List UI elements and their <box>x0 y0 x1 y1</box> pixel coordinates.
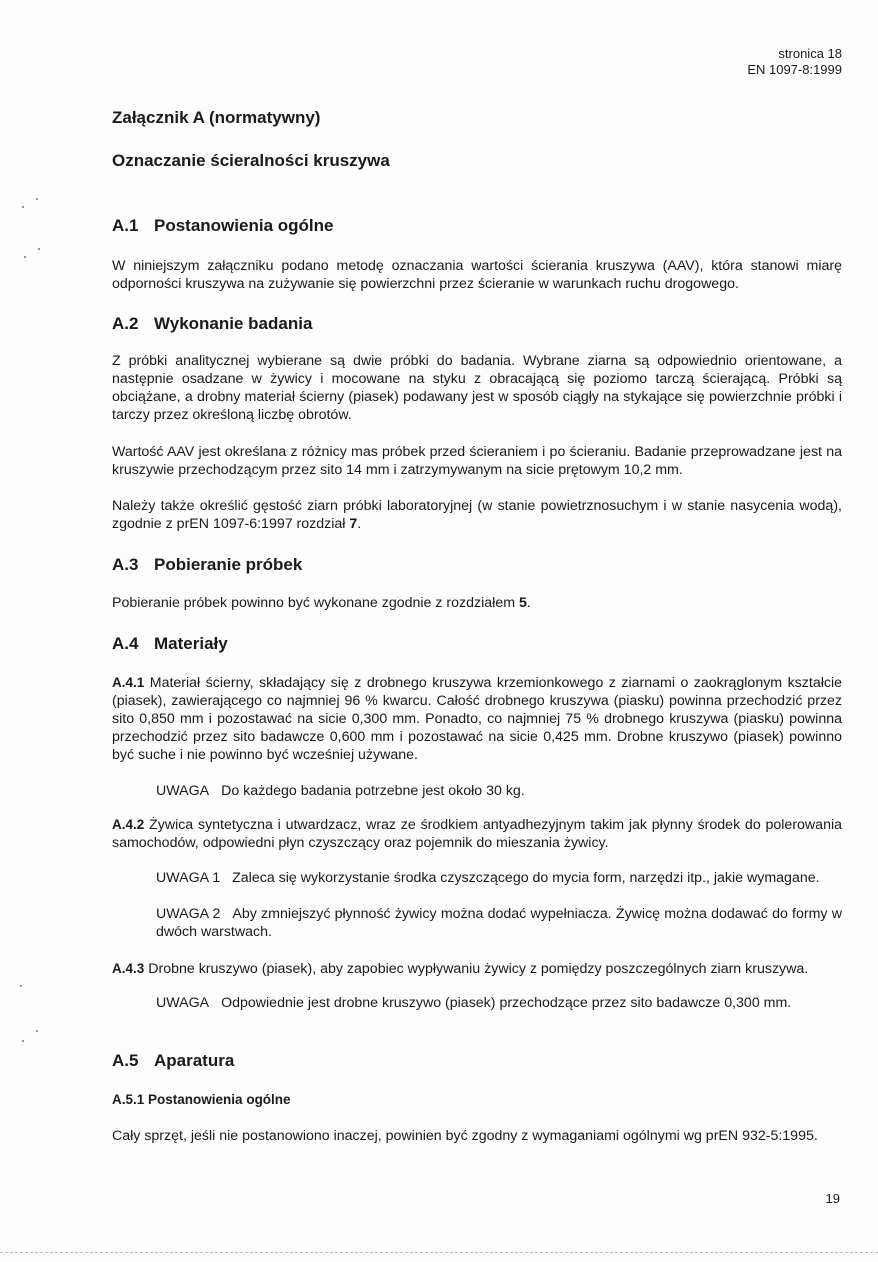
chapter-reference: 7 <box>349 516 358 532</box>
clause-a41-note <box>156 782 842 800</box>
note-text: Do każdego badania potrzebne jest około 30 kg. <box>221 783 525 799</box>
scan-edge-line <box>0 1252 878 1253</box>
scan-speck <box>24 256 26 258</box>
section-number: A.5 <box>112 1051 139 1070</box>
paragraph-end: . <box>526 595 531 611</box>
section-number: A.2 <box>112 314 139 333</box>
section-number: A.3 <box>112 555 139 574</box>
section-title: Aparatura <box>154 1051 235 1070</box>
clause-a42-note-2 <box>156 905 842 941</box>
paragraph-end: . <box>357 516 362 532</box>
section-a2-paragraph-2: Wartość AAV jest określana z różnicy mas próbek przed ścieraniem i po ścieraniu. Badanie przeprowadzane jest na kruszywie przechodzącym przez sito 14 mm i zatrzymywanym na sicie prętowym 10,2 mm. <box>112 444 842 478</box>
section-number: A.1 <box>112 216 139 235</box>
scan-speck <box>22 1040 24 1042</box>
scan-speck <box>36 198 38 200</box>
section-a1-heading <box>112 216 333 236</box>
note-text: Zaleca się wykorzystanie środka czyszczącego do mycia form, narzędzi itp., jakie wymagane. <box>232 870 820 886</box>
note-label: UWAGA 1 <box>156 870 221 886</box>
note-label: UWAGA <box>156 995 210 1011</box>
clause-text: Materiał ścierny, składający się z drobnego kruszywa krzemionkowego z ziarnami o zaokrąglonym kształcie (piasek), zawierającego co najmniej 96 % kwarcu. Całość drobnego kruszywa (piasku) powinna przechodzić przez sito 0,850 mm i pozostawać na sicie 0,300 mm. Ponadto, co najmniej 75 % drobnego kruszywa (piasku) powinna przechodzić przez sito badawcze 0,600 mm i pozostawać na sicie 0,425 mm. Drobne kruszywo (piasek) powinno być suche i nie powinno być wcześniej używane. <box>112 675 842 763</box>
page-number: 19 <box>825 1191 840 1206</box>
scan-speck <box>36 1030 38 1032</box>
clause-a41 <box>112 674 842 764</box>
clause-number: A.4.3 <box>112 961 145 976</box>
section-a4-heading <box>112 634 228 654</box>
section-title: Materiały <box>154 634 228 653</box>
section-a2-paragraph-3 <box>112 497 842 533</box>
header-standard: EN 1097-8:1999 <box>747 62 842 77</box>
scan-speck <box>22 206 24 208</box>
clause-number: A.4.2 <box>112 817 145 832</box>
clause-a43 <box>112 960 842 978</box>
scan-speck <box>20 985 22 987</box>
page-header <box>747 46 842 78</box>
section-a3-heading <box>112 555 302 575</box>
section-a2-heading <box>112 314 312 334</box>
paragraph-text: Pobieranie próbek powinno być wykonane zgodnie z rozdziałem <box>112 595 519 611</box>
paragraph-text: Należy także określić gęstość ziarn próbki laboratoryjnej (w stanie powietrznosuchym i w stanie nasycenia wodą), zgodnie z prEN 1097-6:1997 rozdział <box>112 498 842 532</box>
header-page-label: stronica 18 <box>778 46 842 61</box>
annex-title: Załącznik A (normatywny) <box>112 108 321 127</box>
section-title: Pobieranie próbek <box>154 555 303 574</box>
subsection-a51-heading <box>112 1092 291 1107</box>
section-a1-paragraph: W niniejszym załączniku podano metodę oznaczania wartości ścierania kruszywa (AAV), która stanowi miarę odporności kruszywa na zużywanie się powierzchni przez ścieranie w warunkach ruchu drogowego. <box>112 258 842 292</box>
clause-number: A.4.1 <box>112 675 145 690</box>
scan-speck <box>38 248 40 250</box>
clause-text: Drobne kruszywo (piasek), aby zapobiec wypływaniu żywicy z pomiędzy poszczególnych ziarn kruszywa. <box>144 961 809 977</box>
subsection-title: Postanowienia ogólne <box>148 1092 291 1107</box>
note-label: UWAGA 2 <box>156 906 221 922</box>
note-text: Odpowiednie jest drobne kruszywo (piasek) przechodzące przez sito badawcze 0,300 mm. <box>221 995 792 1011</box>
clause-a42 <box>112 816 842 852</box>
clause-a43-note <box>156 994 842 1012</box>
section-number: A.4 <box>112 634 139 653</box>
section-a5-heading <box>112 1051 234 1071</box>
note-text: Aby zmniejszyć płynność żywicy można dodać wypełniacza. Żywicę można dodawać do formy w dwóch warstwach. <box>156 906 842 940</box>
section-title: Postanowienia ogólne <box>154 216 334 235</box>
note-label: UWAGA <box>156 783 210 799</box>
section-a2-paragraph-1: Z próbki analitycznej wybierane są dwie próbki do badania. Wybrane ziarna są odpowiednio orientowane, a następnie osadzane w żywicy i mocowane na styku z obracającą się poziomo tarczą ścierającą. Próbki są obciążane, a drobny materiał ścierny (piasek) podawany jest w sposób ciągły na stykające się powierzchnie próbki i tarczy przez określoną liczbę obrotów. <box>112 353 842 423</box>
section-title: Wykonanie badania <box>154 314 313 333</box>
clause-a42-note-1 <box>156 869 842 887</box>
section-a3-paragraph <box>112 594 842 612</box>
annex-subtitle: Oznaczanie ścieralności kruszywa <box>112 151 390 170</box>
subsection-number: A.5.1 <box>112 1092 145 1107</box>
clause-text: Żywica syntetyczna i utwardzacz, wraz ze środkiem antyadhezyjnym takim jak płynny środek do polerowania samochodów, odpowiedni płyn czyszczący oraz pojemnik do mieszania żywicy. <box>112 817 842 851</box>
chapter-reference: 5 <box>518 595 527 611</box>
subsection-a51-paragraph: Cały sprzęt, jeśli nie postanowiono inaczej, powinien być zgodny z wymaganiami ogólnymi wg prEN 932-5:1995. <box>112 1128 818 1144</box>
